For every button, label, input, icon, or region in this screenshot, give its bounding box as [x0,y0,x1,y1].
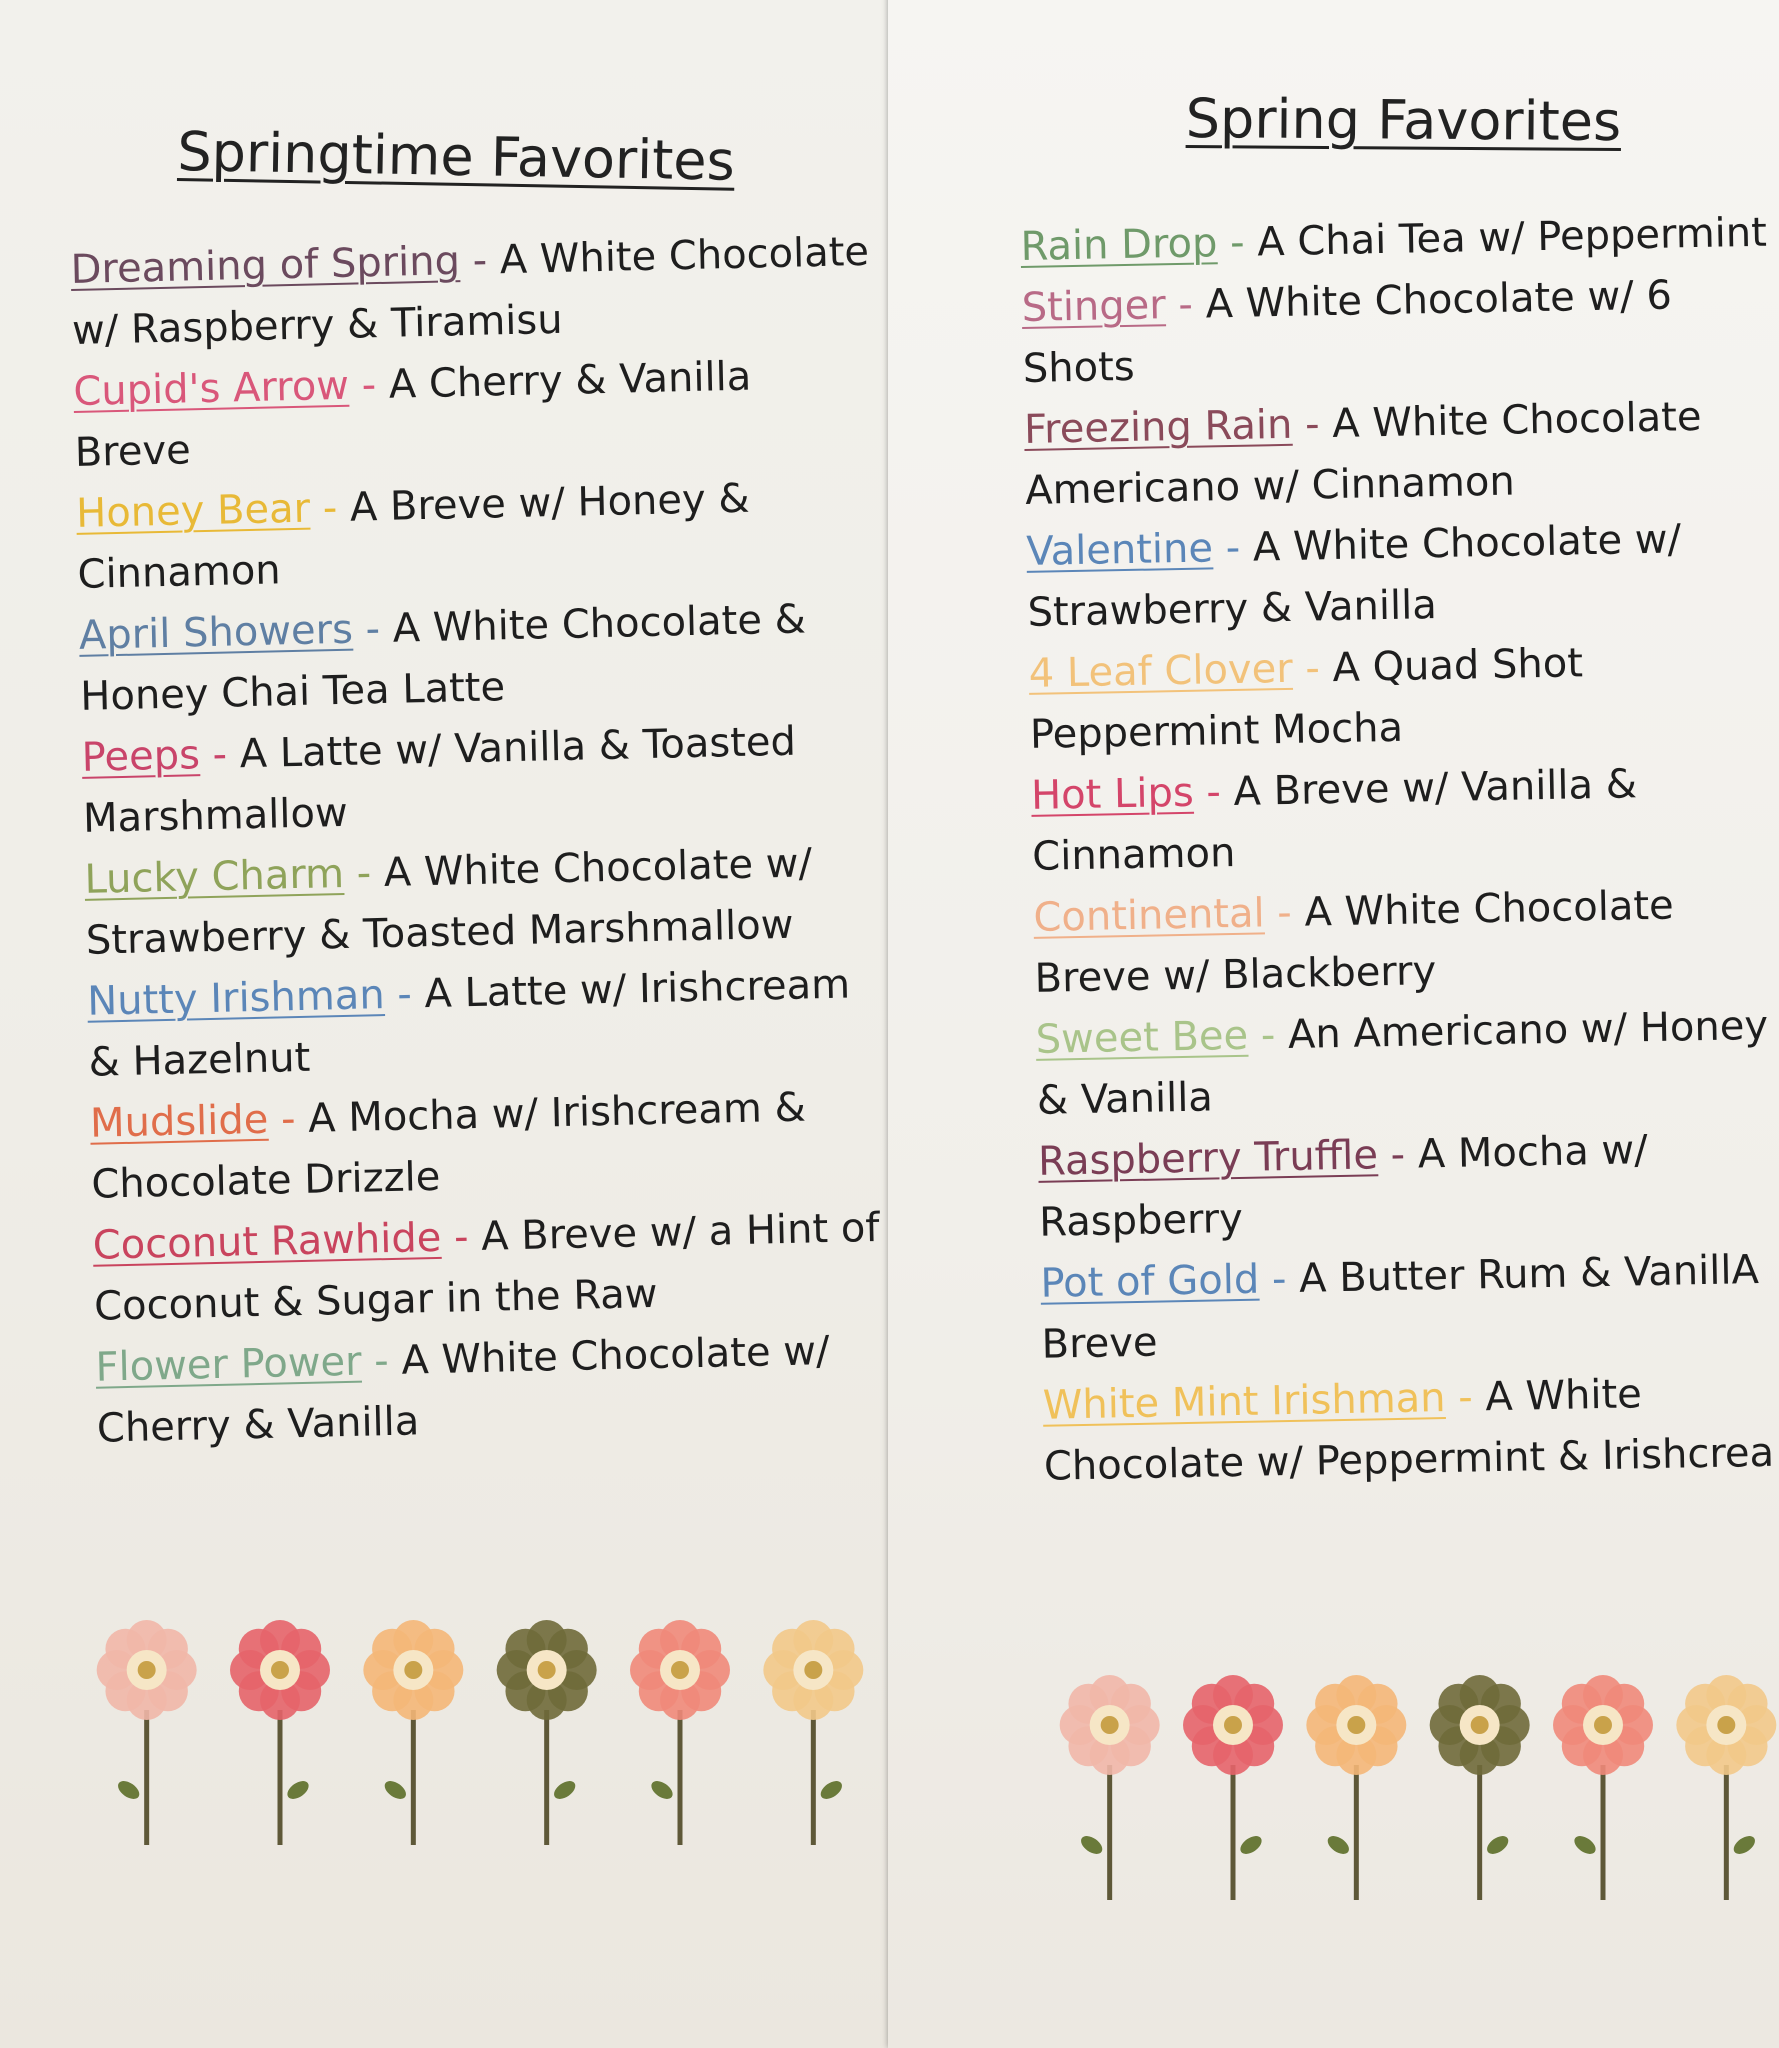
drink-name: Lucky Charm [83,850,345,903]
drink-description: A Latte w/ Irishcream & Hazelnut [88,961,851,1086]
flower-icon [630,1620,730,1845]
name-separator: - [1212,524,1254,572]
menu-item [1026,507,1779,644]
name-separator: - [1377,1131,1419,1179]
drink-description: A White Chocolate w/ Strawberry & Toasted Marshmallow [85,840,813,964]
name-separator: - [1292,645,1333,692]
drink-name: Coconut Rawhide [92,1214,442,1269]
name-separator: - [199,731,241,779]
menu-title: Springtime Favorites [176,120,736,193]
name-separator: - [1193,769,1234,816]
drink-description: A Butter Rum & VanillA Breve [1041,1247,1760,1368]
drink-description: A Quad Shot Peppermint Mocha [1029,640,1584,758]
drink-name: April Showers [78,606,354,659]
drink-description: A Mocha w/ Raspberry [1038,1127,1649,1246]
drink-description: A Latte w/ Vanilla & Toasted Marshmallow [82,718,797,842]
menu-item [1028,629,1779,766]
name-separator: - [440,1213,482,1261]
menu-item [1024,385,1779,522]
menu-sheet-right [888,0,1779,2048]
menu-item [1038,1117,1779,1254]
flower-border-decoration [1048,1655,1779,1915]
menu-item [78,588,881,728]
drink-description: A White Chocolate & Honey Chai Tea Latte [79,596,807,720]
menu-item [1031,751,1779,888]
menu-item [1033,873,1779,1010]
drink-description: A White Chocolate w/ Peppermint & Irishcrea [1043,1371,1775,1490]
name-separator: - [1445,1374,1486,1422]
menu-item [1042,1361,1779,1498]
drink-list [70,222,897,1460]
drink-description: A White Chocolate w/ Cherry & Vanilla [96,1328,830,1452]
drink-name: Hot Lips [1030,769,1195,819]
drink-name: Continental [1033,890,1266,941]
drink-name: White Mint Irishman [1042,1375,1446,1429]
drink-name: Honey Bear [75,485,311,537]
drink-name: Rain Drop [1020,220,1218,270]
flower-icon [497,1620,597,1845]
menu-title: Spring Favorites [1185,87,1622,154]
drink-description: A White Chocolate Breve w/ Blackberry [1034,882,1675,1002]
drink-description: A Cherry & Vanilla Breve [74,353,752,476]
drink-name: Pot of Gold [1040,1256,1260,1307]
menu-item [95,1320,898,1460]
drink-name: Raspberry Truffle [1037,1132,1379,1185]
name-separator: - [1291,401,1333,448]
flower-icon [1306,1675,1406,1900]
menu-item [89,1076,892,1216]
flower-icon [1676,1675,1776,1900]
flower-icon [363,1620,463,1845]
name-separator: - [384,971,426,1019]
drink-name: Cupid's Arrow [72,362,350,415]
flower-icon [1060,1675,1160,1900]
flower-border-decoration [80,1600,880,1860]
name-separator: - [352,605,394,653]
name-separator: - [361,1337,402,1385]
drink-description: A White Chocolate w/ Strawberry & Vanilla [1027,516,1682,636]
name-separator: - [1264,889,1305,937]
menu-item [73,344,876,484]
drink-name: Freezing Rain [1023,401,1293,453]
drink-name: Sweet Bee [1035,1012,1249,1063]
name-separator: - [459,237,501,285]
menu-item [76,466,879,606]
drink-description: A Breve w/ Vanilla & Cinnamon [1031,761,1638,880]
drink-description: A Chai Tea w/ Peppermint [1256,209,1768,266]
menu-item [84,832,887,972]
flower-icon [230,1620,330,1845]
drink-description: A Breve w/ Honey & Cinnamon [77,475,751,598]
menu-item [81,710,884,850]
flower-icon [1430,1675,1530,1900]
name-separator: - [1165,281,1207,329]
name-separator: - [267,1095,309,1143]
menu-item [70,222,873,362]
drink-list [1020,202,1779,1497]
drink-name: Nutty Irishman [86,972,386,1025]
name-separator: - [1247,1012,1289,1059]
menu-item [87,954,890,1094]
drink-name: Mudslide [89,1096,269,1147]
drink-description: A Mocha w/ Irishcream & Chocolate Drizzle [90,1084,807,1208]
drink-name: Peeps [81,732,201,781]
name-separator: - [343,850,385,897]
drink-name: 4 Leaf Clover [1028,645,1294,697]
drink-name: Valentine [1025,525,1214,575]
drink-description: A White Chocolate w/ Raspberry & Tiramisu [71,228,870,354]
drink-name: Stinger [1021,282,1167,331]
menu-item [1021,263,1779,400]
drink-name: Dreaming of Spring [70,238,461,293]
drink-description: A White Chocolate w/ 6 Shots [1022,272,1673,392]
name-separator: - [348,361,390,409]
menu-item [1035,995,1779,1132]
name-separator: - [309,484,351,532]
drink-description: A Breve w/ a Hint of Coconut & Sugar in the Raw [93,1204,880,1330]
flower-icon [1553,1675,1653,1900]
flower-icon [763,1620,863,1845]
menu-item [92,1198,895,1338]
flower-icon [1183,1675,1283,1900]
drink-description: A White Chocolate Americano w/ Cinnamon [1024,393,1702,514]
menu-item [1040,1239,1779,1376]
name-separator: - [1258,1255,1300,1303]
flower-icon [97,1620,197,1845]
drink-name: Flower Power [95,1338,363,1391]
drink-description: An Americano w/ Honey & Vanilla [1036,1002,1769,1124]
name-separator: - [1216,219,1258,267]
